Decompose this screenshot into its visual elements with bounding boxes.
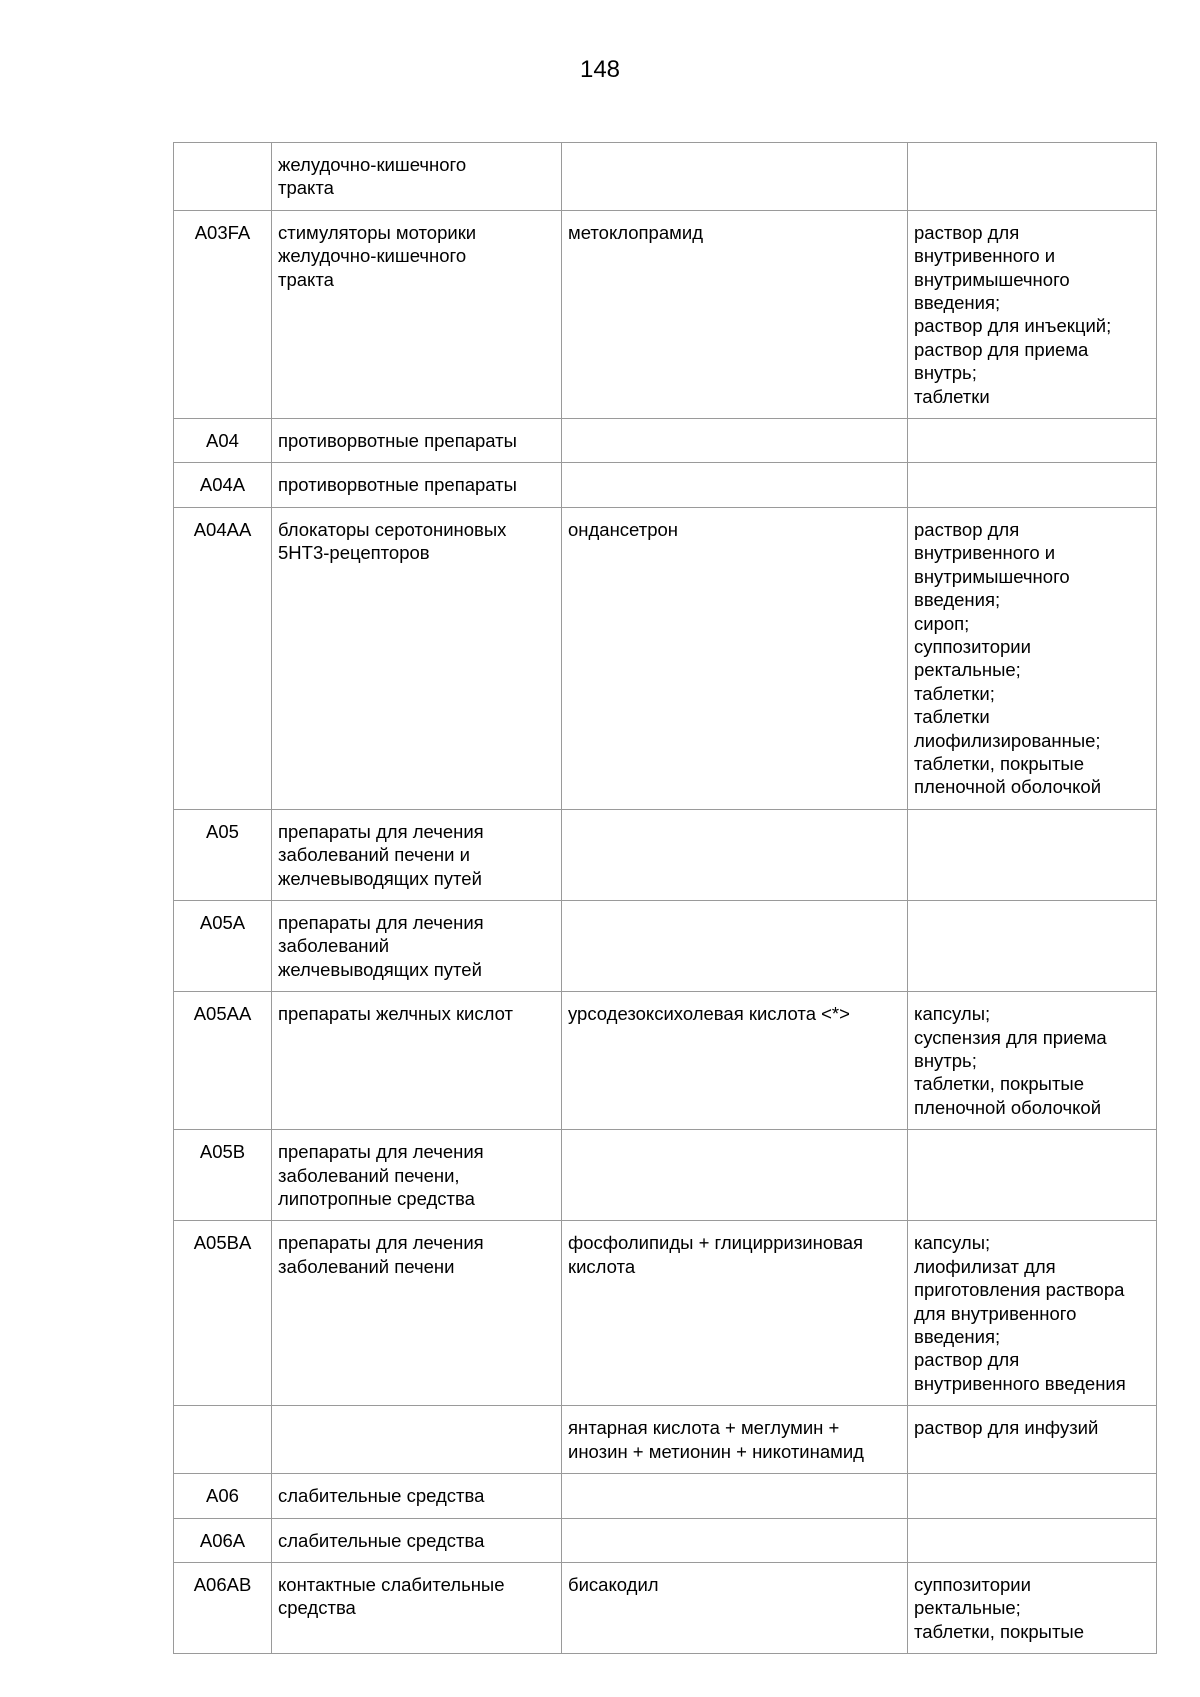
dosage-forms-cell xyxy=(908,1130,1157,1221)
drug-name-cell xyxy=(562,900,908,991)
dosage-forms-cell xyxy=(908,1221,1157,1406)
dosage-forms-line: таблетки, покрытые xyxy=(914,752,1085,774)
anatomical-group-line: заболеваний печени, xyxy=(278,1164,460,1186)
dosage-forms-cell xyxy=(908,1474,1157,1518)
dosage-forms-line: раствор для xyxy=(914,518,1020,540)
dosage-forms-line: внутримышечного xyxy=(914,565,1070,587)
atc-code-cell: A04AA xyxy=(174,507,272,809)
dosage-forms-line: суппозитории xyxy=(914,635,1031,657)
table-row xyxy=(174,210,1157,418)
table-row xyxy=(174,507,1157,809)
drug-name-cell xyxy=(562,1221,908,1406)
anatomical-group-cell xyxy=(272,210,562,418)
drug-name-cell xyxy=(562,143,908,211)
dosage-forms-cell xyxy=(908,419,1157,463)
table-body xyxy=(174,143,1157,1654)
dosage-forms-line: капсулы; xyxy=(914,1003,991,1025)
drug-table xyxy=(173,142,1157,1654)
drug-name-cell xyxy=(562,1130,908,1221)
anatomical-group-line: заболеваний печени xyxy=(278,1255,455,1277)
atc-code-cell xyxy=(174,143,272,211)
atc-code-cell: A05AA xyxy=(174,992,272,1130)
table-row xyxy=(174,1221,1157,1406)
dosage-forms-line: суппозитории xyxy=(914,1573,1031,1595)
dosage-forms-line: введения; xyxy=(914,1326,1001,1348)
dosage-forms-line: раствор для xyxy=(914,1349,1020,1371)
dosage-forms-line: лиофилизированные; xyxy=(914,729,1101,751)
dosage-forms-line: таблетки, покрытые xyxy=(914,1620,1085,1642)
dosage-forms-cell xyxy=(908,992,1157,1130)
anatomical-group-cell xyxy=(272,992,562,1130)
drug-name-line: янтарная кислота + меглумин + xyxy=(568,1417,840,1439)
dosage-forms-cell xyxy=(908,1406,1157,1474)
drug-name-cell xyxy=(562,463,908,507)
anatomical-group-cell xyxy=(272,1130,562,1221)
dosage-forms-line: ректальные; xyxy=(914,1597,1021,1619)
anatomical-group-line: слабительные средства xyxy=(278,1485,485,1507)
dosage-forms-cell xyxy=(908,1518,1157,1562)
table-row xyxy=(174,463,1157,507)
anatomical-group-cell xyxy=(272,419,562,463)
dosage-forms-line: введения; xyxy=(914,589,1001,611)
atc-code-cell: A06AB xyxy=(174,1562,272,1653)
drug-name-line: ондансетрон xyxy=(568,518,678,540)
atc-code-cell: A04A xyxy=(174,463,272,507)
atc-code-cell: A05B xyxy=(174,1130,272,1221)
dosage-forms-line: для внутривенного xyxy=(914,1302,1077,1324)
atc-code-cell: A06A xyxy=(174,1518,272,1562)
page-number: 148 xyxy=(579,56,621,83)
atc-code-cell: A05BA xyxy=(174,1221,272,1406)
anatomical-group-cell xyxy=(272,507,562,809)
table-row xyxy=(174,143,1157,211)
dosage-forms-line: раствор для инфузий xyxy=(914,1417,1099,1439)
dosage-forms-line: внутрь; xyxy=(914,1050,977,1071)
anatomical-group-cell xyxy=(272,1221,562,1406)
anatomical-group-line: липотропные средства xyxy=(278,1188,475,1210)
drug-name-cell xyxy=(562,1474,908,1518)
dosage-forms-line: внутривенного и xyxy=(914,245,1056,267)
anatomical-group-cell xyxy=(272,1562,562,1653)
anatomical-group-line: противорвотные препараты xyxy=(278,430,517,452)
anatomical-group-line: контактные слабительные xyxy=(278,1573,505,1595)
dosage-forms-line: ректальные; xyxy=(914,659,1021,681)
anatomical-group-line: препараты для лечения xyxy=(278,820,484,842)
drug-name-line: бисакодил xyxy=(568,1573,659,1595)
drug-name-line: кислота xyxy=(568,1255,636,1277)
drug-name-cell xyxy=(562,210,908,418)
dosage-forms-line: внутривенного и xyxy=(914,542,1056,564)
drug-name-line: фосфолипиды + глицирризиновая xyxy=(568,1232,864,1254)
anatomical-group-line: тракта xyxy=(278,177,334,199)
dosage-forms-line: капсулы; xyxy=(914,1232,991,1254)
table-row xyxy=(174,1406,1157,1474)
dosage-forms-line: таблетки xyxy=(914,385,990,407)
drug-name-line: урсодезоксихолевая кислота <*> xyxy=(568,1003,850,1025)
dosage-forms-cell xyxy=(908,143,1157,211)
dosage-forms-line: внутримышечного xyxy=(914,268,1070,290)
dosage-forms-cell xyxy=(908,1562,1157,1653)
anatomical-group-line: средства xyxy=(278,1597,356,1619)
atc-code-cell: A06 xyxy=(174,1474,272,1518)
dosage-forms-cell xyxy=(908,507,1157,809)
dosage-forms-line: приготовления раствора xyxy=(914,1279,1125,1301)
table-row xyxy=(174,1474,1157,1518)
atc-code-cell: A05 xyxy=(174,809,272,900)
drug-name-line: инозин + метионин + никотинамид xyxy=(568,1440,864,1462)
atc-code-cell: A03FA xyxy=(174,210,272,418)
table-row xyxy=(174,419,1157,463)
anatomical-group-line: заболеваний xyxy=(278,935,390,957)
dosage-forms-line: сироп; xyxy=(914,612,970,634)
anatomical-group-line: противорвотные препараты xyxy=(278,474,517,496)
anatomical-group-line: препараты для лечения xyxy=(278,1232,484,1254)
drug-name-cell xyxy=(562,1406,908,1474)
anatomical-group-cell xyxy=(272,1518,562,1562)
drug-name-cell xyxy=(562,992,908,1130)
anatomical-group-cell xyxy=(272,143,562,211)
dosage-forms-line: внутрь; xyxy=(914,362,977,384)
anatomical-group-cell xyxy=(272,1406,562,1474)
atc-code-cell: A04 xyxy=(174,419,272,463)
table-row xyxy=(174,992,1157,1130)
dosage-forms-cell xyxy=(908,900,1157,991)
dosage-forms-cell xyxy=(908,463,1157,507)
anatomical-group-cell xyxy=(272,1474,562,1518)
anatomical-group-cell xyxy=(272,900,562,991)
dosage-forms-line: таблетки xyxy=(914,706,990,728)
anatomical-group-line: 5HT3-рецепторов xyxy=(278,542,430,564)
dosage-forms-line: пленочной оболочкой xyxy=(914,776,1102,798)
dosage-forms-line: раствор для инъекций; xyxy=(914,315,1112,337)
drug-name-cell xyxy=(562,1562,908,1653)
anatomical-group-line: блокаторы серотониновых xyxy=(278,518,507,540)
dosage-forms-cell xyxy=(908,210,1157,418)
anatomical-group-line: препараты желчных кислот xyxy=(278,1003,513,1025)
dosage-forms-line: введения; xyxy=(914,292,1001,314)
drug-name-cell xyxy=(562,809,908,900)
drug-name-cell xyxy=(562,507,908,809)
anatomical-group-cell xyxy=(272,463,562,507)
dosage-forms-line: лиофилизат для xyxy=(914,1255,1056,1277)
dosage-forms-line: раствор для приема xyxy=(914,338,1089,360)
anatomical-group-line: заболеваний печени и xyxy=(278,844,470,866)
table-row xyxy=(174,1518,1157,1562)
dosage-forms-line: таблетки; xyxy=(914,682,995,704)
drug-name-cell xyxy=(562,419,908,463)
dosage-forms-line: раствор для xyxy=(914,221,1020,243)
dosage-forms-cell xyxy=(908,809,1157,900)
anatomical-group-line: желудочно-кишечного xyxy=(278,245,467,267)
table-row xyxy=(174,900,1157,991)
drug-name-line: метоклопрамид xyxy=(568,221,703,243)
dosage-forms-line: суспензия для приема xyxy=(914,1026,1107,1048)
anatomical-group-line: тракта xyxy=(278,268,334,290)
atc-code-cell xyxy=(174,1406,272,1474)
dosage-forms-line: таблетки, покрытые xyxy=(914,1073,1085,1095)
drug-name-cell xyxy=(562,1518,908,1562)
anatomical-group-line: желудочно-кишечного xyxy=(278,154,467,175)
anatomical-group-cell xyxy=(272,809,562,900)
anatomical-group-line: стимуляторы моторики xyxy=(278,221,477,243)
table-row xyxy=(174,1130,1157,1221)
atc-code-cell: A05A xyxy=(174,900,272,991)
anatomical-group-line: желчевыводящих путей xyxy=(278,958,482,980)
anatomical-group-line: слабительные средства xyxy=(278,1529,485,1551)
anatomical-group-line: желчевыводящих путей xyxy=(278,867,482,889)
table-row xyxy=(174,809,1157,900)
table-row xyxy=(174,1562,1157,1653)
dosage-forms-line: внутривенного введения xyxy=(914,1372,1126,1394)
anatomical-group-line: препараты для лечения xyxy=(278,1141,484,1163)
dosage-forms-line: пленочной оболочкой xyxy=(914,1096,1102,1118)
anatomical-group-line: препараты для лечения xyxy=(278,911,484,933)
